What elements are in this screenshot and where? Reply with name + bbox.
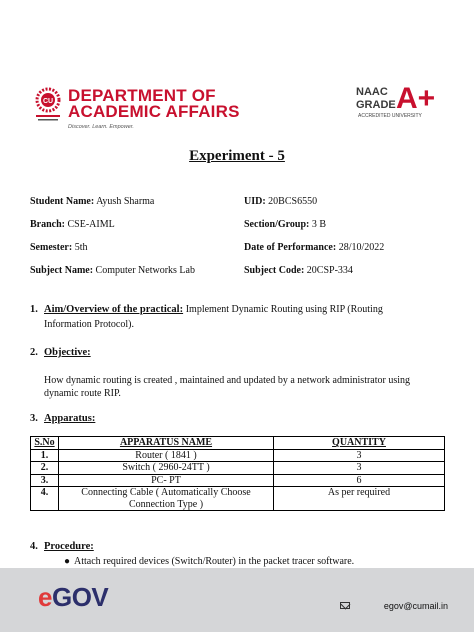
subject-code-row (244, 265, 353, 276)
table-cell-apparatus: Router ( 1841 ) (59, 449, 274, 462)
table-cell-quantity: As per required (274, 487, 445, 511)
branch-value: CSE-AIML (67, 219, 115, 230)
procedure-number: 4. (30, 541, 38, 552)
aim-number: 1. (30, 304, 38, 315)
apparatus-table (30, 436, 445, 511)
subject-name-value: Computer Networks Lab (95, 265, 195, 276)
objective-text-line1: How dynamic routing is created , maintained and updated by a network administrator using (44, 375, 411, 386)
column-header-sno: S.No (31, 437, 59, 450)
table-cell-sno: 3. (31, 474, 59, 487)
procedure-heading: Procedure: (44, 541, 94, 552)
naac-grade-value: A+ (396, 82, 436, 115)
page-footer (0, 568, 474, 632)
apparatus-heading: Apparatus: (44, 413, 96, 424)
table-cell-sno: 1. (31, 449, 59, 462)
date-of-performance-value: 28/10/2022 (338, 242, 385, 253)
egov-logo-e: e (38, 582, 52, 612)
table-cell-quantity: 6 (274, 474, 445, 487)
student-name-label: Student Name: (30, 196, 95, 207)
uid-row (244, 196, 317, 207)
objective-number: 2. (30, 347, 38, 358)
table-row (31, 474, 445, 487)
column-header-quantity: QUANTITY (274, 437, 445, 450)
naac-accredited-label: ACCREDITED UNIVERSITY (358, 113, 422, 119)
table-row (31, 462, 445, 475)
column-header-apparatus-name: APPARATUS NAME (59, 437, 274, 450)
aim-text-line2: Information Protocol). (44, 319, 134, 330)
naac-badge (356, 82, 446, 122)
semester-row (30, 242, 87, 253)
uid-value: 20BCS6550 (268, 196, 318, 207)
section-label: Section/Group: (244, 219, 310, 230)
department-tagline: Discover. Learn. Empower. (68, 124, 134, 130)
subject-code-label: Subject Code: (244, 265, 305, 276)
procedure-step: Attach required devices (Switch/Router) in the packet tracer software. (74, 556, 355, 567)
uid-label: UID: (244, 196, 266, 207)
table-cell-sno: 4. (31, 487, 59, 511)
table-cell-apparatus: Switch ( 2960-24TT ) (59, 462, 274, 475)
table-row (31, 487, 445, 511)
objective-text-line2: dynamic route RIP. (44, 388, 121, 399)
table-cell-quantity: 3 (274, 462, 445, 475)
subject-code-value: 20CSP-334 (306, 265, 353, 276)
department-title-line2: ACADEMIC AFFAIRS (68, 102, 240, 121)
branch-label: Branch: (30, 219, 65, 230)
naac-grade-label: GRADE (356, 99, 396, 111)
table-header-row (31, 437, 445, 450)
cu-logo-icon (33, 86, 63, 126)
objective-heading: Objective: (44, 347, 91, 358)
section-value: 3 B (311, 219, 327, 230)
table-row (31, 449, 445, 462)
subject-name-label: Subject Name: (30, 265, 94, 276)
aim-heading: Aim/Overview of the practical: (44, 304, 184, 315)
apparatus-number: 3. (30, 413, 38, 424)
student-name-row (30, 196, 154, 207)
student-name-value: Ayush Sharma (96, 196, 155, 207)
footer-email[interactable]: egov@cumail.in (383, 601, 448, 611)
date-of-performance-row (244, 242, 384, 253)
cu-logo-text: CU (42, 98, 54, 105)
aim-section (44, 304, 383, 315)
egov-logo (38, 582, 108, 613)
subject-name-row (30, 265, 195, 276)
experiment-title: Experiment - 5 (189, 148, 285, 164)
department-title-line1: DEPARTMENT OF (68, 86, 216, 105)
date-of-performance-label: Date of Performance: (244, 242, 337, 253)
semester-value: 5th (74, 242, 88, 253)
table-cell-sno: 2. (31, 462, 59, 475)
branch-row (30, 219, 115, 230)
bullet-icon: ● (64, 556, 71, 567)
table-cell-apparatus: Connecting Cable ( Automatically Choose Connection Type ) (59, 487, 274, 511)
mail-icon (340, 602, 350, 609)
page-header (0, 0, 474, 140)
egov-logo-text: GOV (51, 582, 109, 612)
naac-label: NAAC (356, 86, 388, 98)
section-row (244, 219, 326, 230)
table-cell-apparatus: PC- PT (59, 474, 274, 487)
department-title (68, 88, 240, 120)
aim-text-line1: Implement Dynamic Routing using RIP (Routing (185, 304, 383, 315)
table-cell-quantity: 3 (274, 449, 445, 462)
semester-label: Semester: (30, 242, 73, 253)
